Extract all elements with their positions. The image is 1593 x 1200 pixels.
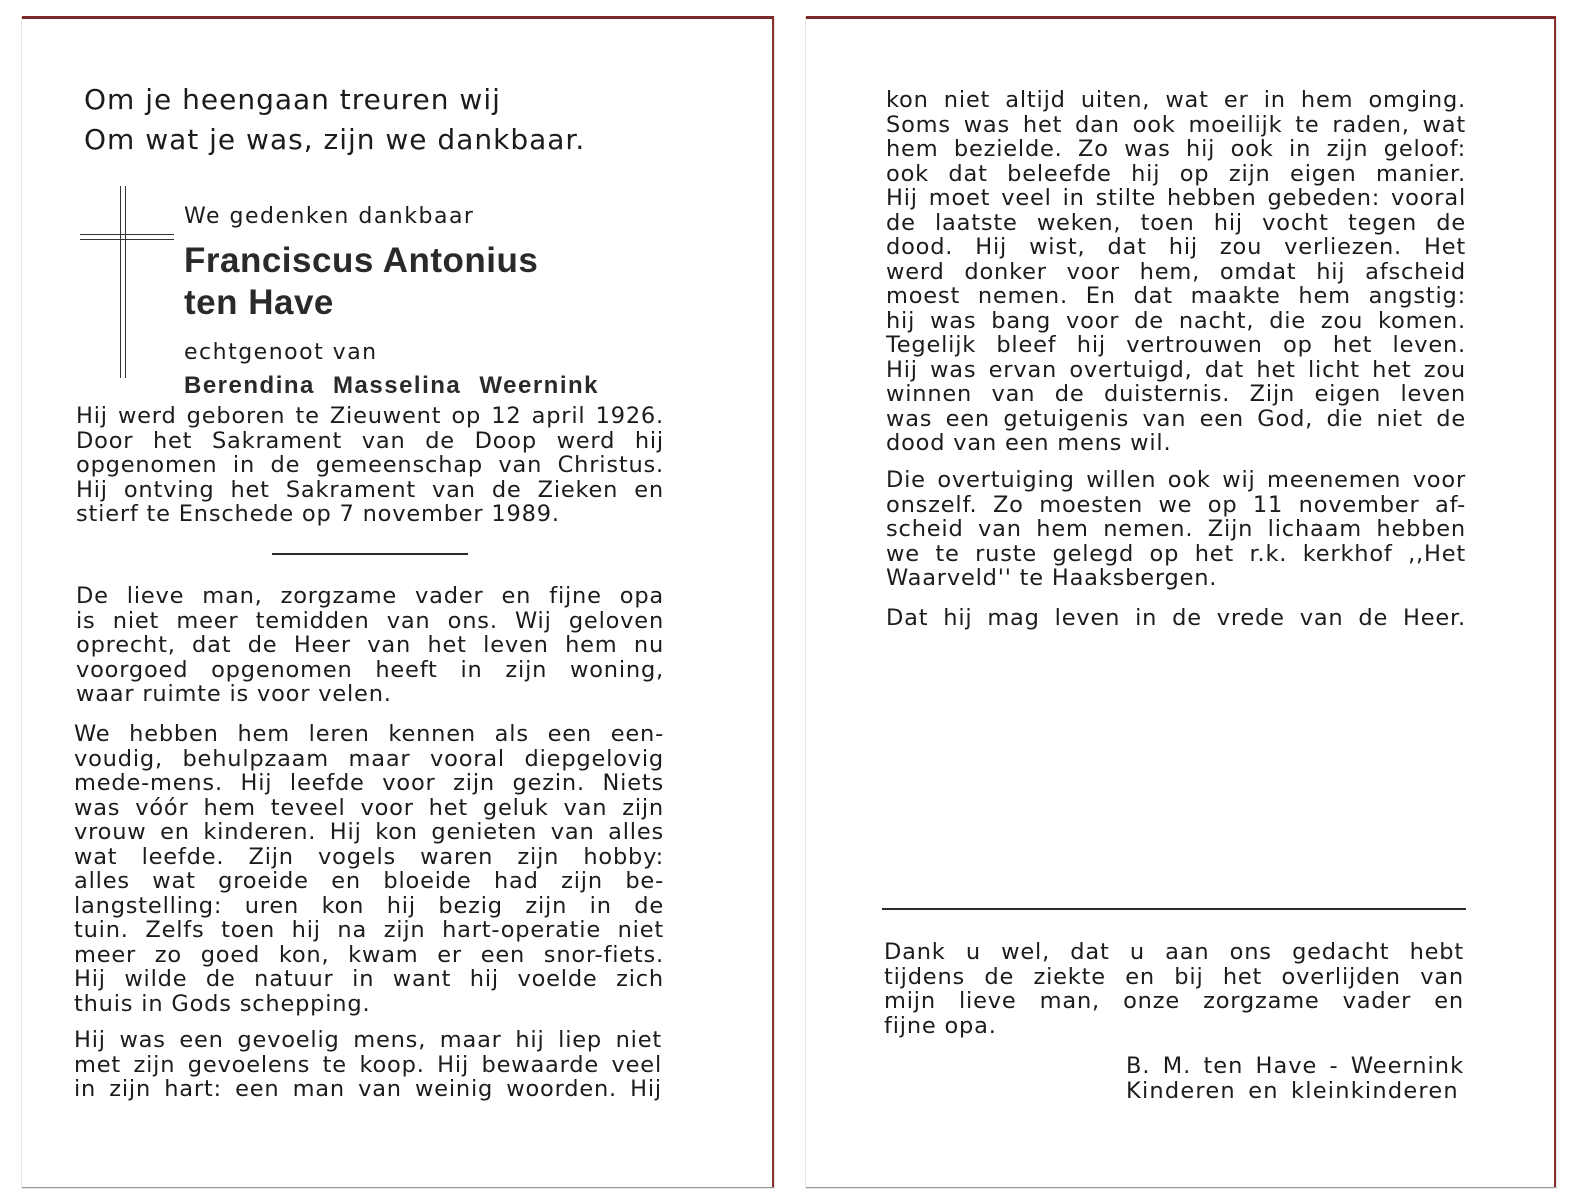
signature: [1126, 1054, 1466, 1103]
text-line: onszelf. Zo moesten we op 11 november af-: [886, 491, 1466, 518]
right-page: [806, 18, 1556, 1188]
paragraph-2: [886, 468, 1466, 591]
text-line: Hij moet veel in stilte hebben gebeden: vooral: [886, 185, 1466, 211]
text-line: tijdens de ziekte en bij het overlijden van: [884, 963, 1464, 990]
text-line: opgenomen in de gemeenschap van Christus.: [76, 452, 664, 478]
text-line: Hij wilde de natuur in want hij voelde zich: [74, 966, 664, 992]
paragraph-1: [76, 584, 664, 707]
text-line: mijn lieve man, onze zorgzame vader en: [884, 988, 1464, 1014]
divider: [882, 908, 1466, 910]
text-line: waar ruimte is voor velen.: [76, 681, 392, 707]
text-line: voorgoed opgenomen heeft in zijn woning,: [76, 656, 664, 683]
thanks-paragraph: [884, 940, 1464, 1038]
text-line: scheid van hem nemen. Zijn lichaam hebben: [886, 516, 1466, 542]
text-line: Dank u wel, dat u aan ons gedacht hebt: [884, 939, 1464, 965]
text-line: Hij was een gevoelig mens, maar hij liep niet: [74, 1027, 662, 1053]
text-line: Hij werd geboren te Zieuwent op 12 april 1926.: [76, 403, 664, 429]
signature-line: B. M. ten Have - Weernink: [1126, 1053, 1465, 1079]
text-line: alles wat groeide en bloeide had zijn be-: [74, 868, 664, 894]
memorial-motto: [84, 80, 585, 160]
text-line: vrouw en kinderen. Hij kon genieten van alles: [74, 819, 664, 845]
page-right-edge: [1554, 18, 1556, 1188]
text-line: We hebben hem leren kennen als een een-: [74, 721, 664, 747]
page-bottom-edge: [22, 1187, 774, 1188]
divider: [272, 553, 468, 555]
text-line: meer zo goed kon, kwam er een snor-fiets.: [74, 941, 664, 968]
spouse-name: Berendina Masselina Weernink: [184, 372, 600, 399]
text-line: mede-mens. Hij leefde voor zijn gezin. Niets: [74, 770, 664, 796]
text-line: winnen van de duisternis. Zijn eigen leven: [886, 381, 1466, 407]
page-top-edge: [22, 16, 774, 19]
text-line: hij was bang voor de nacht, die zou komen.: [886, 307, 1466, 334]
page-right-edge: [772, 18, 774, 1188]
text-line: voudig, behulpzaam maar vooral diepgelovig: [74, 745, 664, 772]
text-line: Door het Sakrament van de Doop werd hij: [76, 427, 664, 454]
paragraph-3: [74, 1028, 662, 1102]
text-line: Die overtuiging willen ook wij meenemen voor: [886, 467, 1466, 493]
text-line: was een getuigenis van een God, die niet de: [886, 405, 1466, 432]
closing-line: [886, 606, 1466, 631]
text-line: stierf te Enschede op 7 november 1989.: [76, 501, 560, 527]
text-line: Hij was ervan overtuigd, dat het licht het zou: [886, 356, 1466, 383]
text-line: we te ruste gelegd op het r.k. kerkhof ,,Het: [886, 540, 1466, 567]
text-line: kon niet altijd uiten, wat er in hem omging.: [886, 87, 1466, 113]
signature-line: Kinderen en kleinkinderen: [1126, 1077, 1459, 1104]
text-line: hem bezielde. Zo was hij ook in zijn geloof:: [886, 136, 1466, 162]
text-line: ook dat beleefde hij op zijn eigen manier.: [886, 160, 1466, 187]
text-line: oprecht, dat de Heer van het leven hem nu: [76, 632, 664, 658]
text-line: langstelling: uren kon hij bezig zijn in de: [74, 892, 664, 919]
motto-line: Om je heengaan treuren wij: [84, 83, 501, 116]
text-line: thuis in Gods schepping.: [74, 990, 371, 1017]
name-line: ten Have: [184, 283, 334, 322]
page-top-edge: [806, 16, 1556, 19]
text-line: Hij ontving het Sakrament van de Zieken en: [76, 476, 664, 503]
spouse-label: echtgenoot van: [184, 340, 378, 365]
text-line: wat leefde. Zijn vogels waren zijn hobby:: [74, 843, 664, 870]
paragraph-2: [74, 722, 664, 1016]
text-line: in zijn hart: een man van weinig woorden. Hij: [74, 1076, 662, 1102]
text-line: Waarveld'' te Haaksbergen.: [886, 565, 1218, 591]
text-line: Dat hij mag leven in de vrede van de Heer.: [886, 605, 1466, 631]
text-line: dood. Hij wist, dat hij zou verliezen. Het: [886, 234, 1466, 260]
text-line: Soms was het dan ook moeilijk te raden, wat: [886, 111, 1466, 138]
text-line: Tegelijk bleef hij vertrouwen op het leven.: [886, 332, 1466, 358]
text-line: De lieve man, zorgzame vader en fijne opa: [76, 583, 664, 609]
text-line: tuin. Zelfs toen hij na zijn hart-operatie niet: [74, 917, 664, 943]
motto-line: Om wat je was, zijn we dankbaar.: [84, 123, 586, 156]
text-line: moest nemen. En dat maakte hem angstig:: [886, 283, 1466, 309]
paragraph-continued: [886, 88, 1466, 456]
remember-line: We gedenken dankbaar: [184, 204, 475, 229]
text-line: was vóór hem teveel voor het geluk van zijn: [74, 794, 664, 821]
text-line: fijne opa.: [884, 1012, 997, 1039]
page-bottom-edge: [806, 1187, 1556, 1188]
text-line: de laatste weken, toen hij vocht tegen de: [886, 209, 1466, 236]
text-line: dood van een mens wil.: [886, 430, 1172, 456]
left-page: [22, 18, 774, 1188]
cross-icon: [80, 186, 174, 386]
birth-paragraph: [76, 404, 664, 527]
text-line: werd donker voor hem, omdat hij afscheid: [886, 258, 1466, 285]
deceased-name: [184, 240, 538, 324]
text-line: met zijn gevoelens te koop. Hij bewaarde veel: [74, 1051, 662, 1078]
name-line: Franciscus Antonius: [184, 241, 539, 280]
text-line: is niet meer temidden van ons. Wij geloven: [76, 607, 664, 634]
